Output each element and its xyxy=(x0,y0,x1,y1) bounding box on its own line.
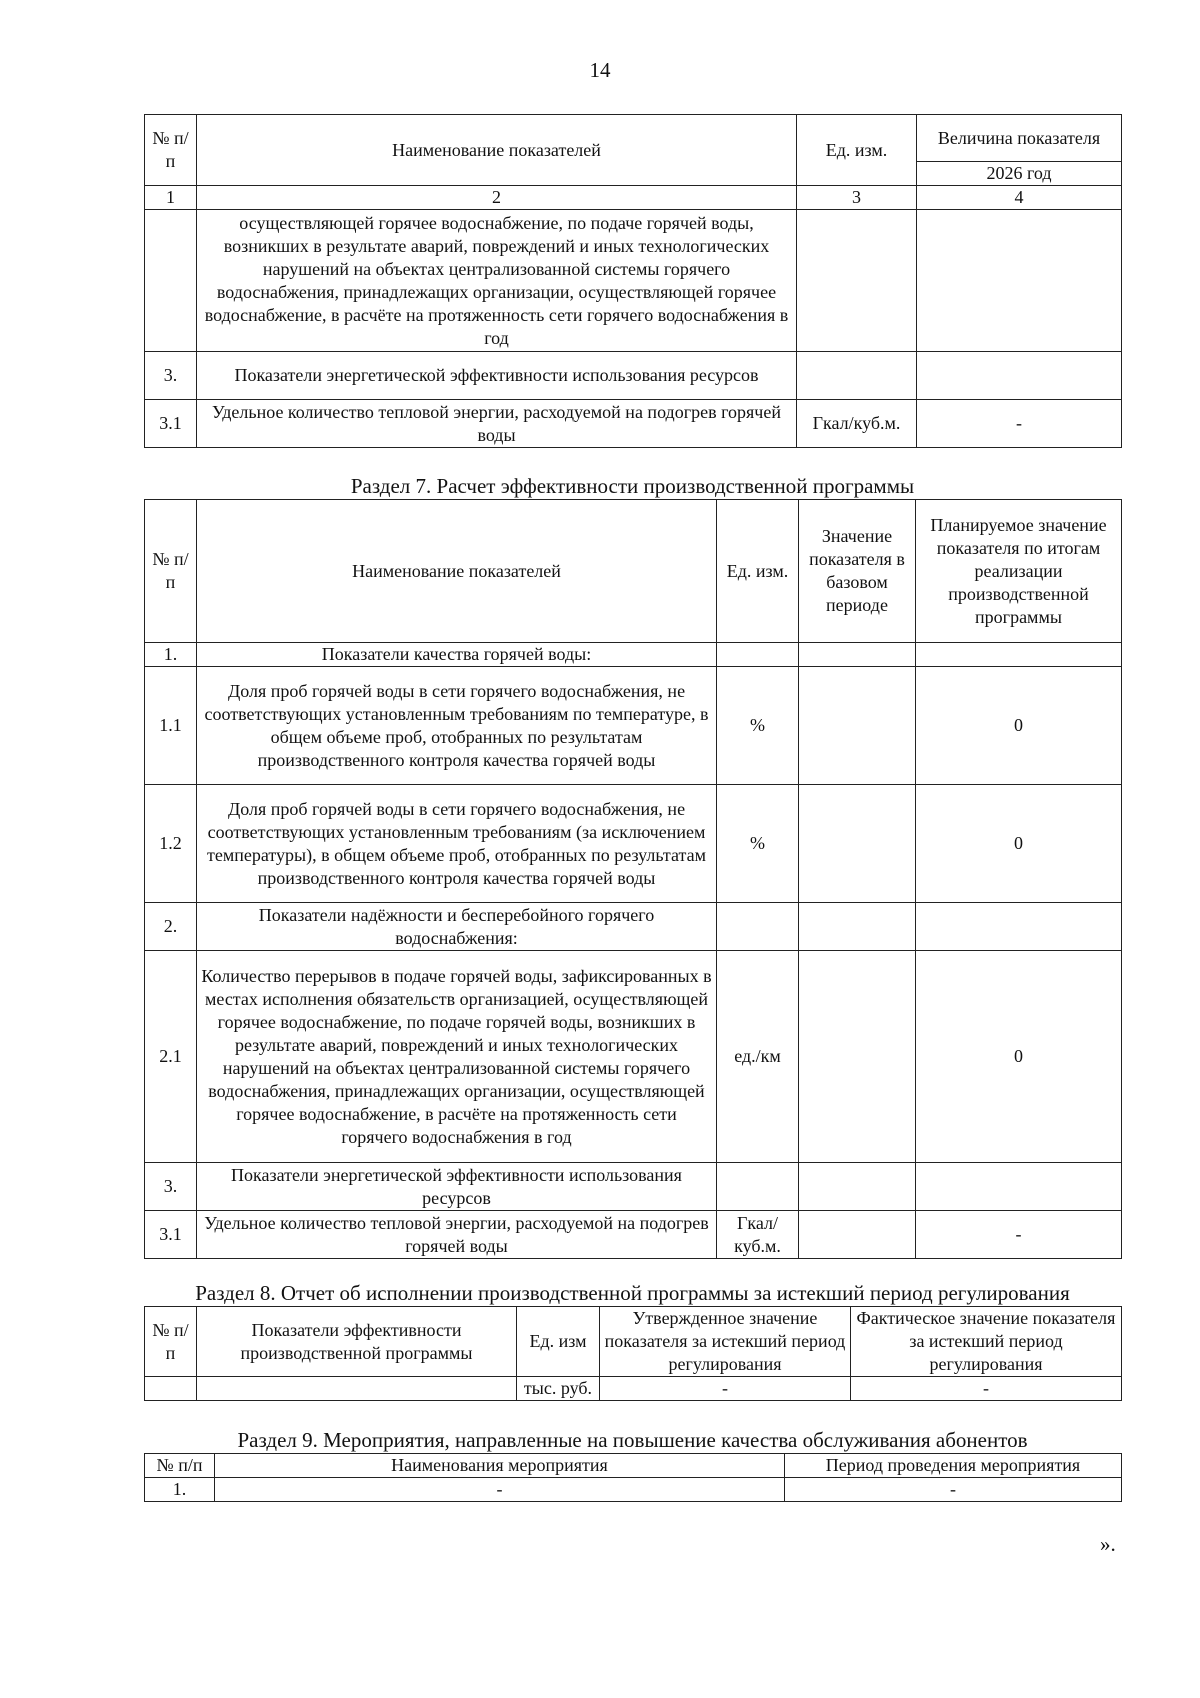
row-base xyxy=(799,667,916,785)
row-unit xyxy=(717,643,799,667)
row-unit xyxy=(717,903,799,951)
row-planned: 0 xyxy=(916,785,1122,903)
table-row xyxy=(145,210,1122,352)
table-row xyxy=(145,903,1122,951)
table-row xyxy=(145,352,1122,400)
page-number: 14 xyxy=(589,58,611,82)
row-num xyxy=(145,210,197,352)
row-num: 1.2 xyxy=(145,785,197,903)
row-num: 3.1 xyxy=(145,400,197,448)
row-num: 3. xyxy=(145,352,197,400)
col-header-num: № п/п xyxy=(145,115,197,186)
col-header-num: № п/п xyxy=(145,1454,215,1478)
row-base xyxy=(799,643,916,667)
row-name: Доля проб горячей воды в сети горячего водоснабжения, не соответствующих установленным требованиям по температуре, в общем объеме проб, отобранных по результатам производственного контроля качества горячей воды xyxy=(197,667,717,785)
row-period: - xyxy=(785,1478,1122,1502)
section7-table xyxy=(144,499,1122,1259)
row-name: Показатели качества горячей воды: xyxy=(197,643,717,667)
row-num xyxy=(145,1377,197,1401)
row-planned: - xyxy=(916,1211,1122,1259)
row-planned: 0 xyxy=(916,667,1122,785)
col-header-name: Наименования мероприятия xyxy=(215,1454,785,1478)
row-unit: % xyxy=(717,667,799,785)
row-planned xyxy=(916,1163,1122,1211)
row-base xyxy=(799,1211,916,1259)
col-header-unit: Ед. изм xyxy=(517,1307,600,1377)
table-row xyxy=(145,1163,1122,1211)
section8-table xyxy=(144,1306,1122,1401)
row-base xyxy=(799,1163,916,1211)
row-value xyxy=(917,210,1122,352)
section9-table xyxy=(144,1453,1122,1502)
col-header-name: Наименование показателей xyxy=(197,115,797,186)
table-row xyxy=(145,785,1122,903)
row-num: 2.1 xyxy=(145,951,197,1163)
row-unit: Гкал/куб.м. xyxy=(797,400,917,448)
row-name xyxy=(197,1377,517,1401)
row-planned: 0 xyxy=(916,951,1122,1163)
col-header-actual: Фактическое значение показателя за истекший период регулирования xyxy=(851,1307,1122,1377)
section8-title: Раздел 8. Отчет об исполнении производственной программы за истекший период регулирования xyxy=(195,1281,1070,1305)
row-unit xyxy=(717,1163,799,1211)
col-header-approved: Утвержденное значение показателя за истекший период регулирования xyxy=(600,1307,851,1377)
row-num: 1.1 xyxy=(145,667,197,785)
row-base xyxy=(799,785,916,903)
row-num: 3. xyxy=(145,1163,197,1211)
row-unit: ед./км xyxy=(717,951,799,1163)
row-name: Удельное количество тепловой энергии, расходуемой на подогрев горячей воды xyxy=(197,400,797,448)
row-unit: % xyxy=(717,785,799,903)
row-value xyxy=(917,352,1122,400)
col-header-unit: Ед. изм. xyxy=(717,500,799,643)
col-number: 4 xyxy=(917,186,1122,210)
col-number: 3 xyxy=(797,186,917,210)
col-header-period: Период проведения мероприятия xyxy=(785,1454,1122,1478)
section7-title: Раздел 7. Расчет эффективности производственной программы xyxy=(350,474,915,498)
row-base xyxy=(799,903,916,951)
table-row xyxy=(145,1478,1122,1502)
table-row xyxy=(145,1211,1122,1259)
col-header-base: Значение показателя в базовом периоде xyxy=(799,500,916,643)
col-header-name: Наименование показателей xyxy=(197,500,717,643)
row-num: 2. xyxy=(145,903,197,951)
row-name: Количество перерывов в подаче горячей воды, зафиксированных в местах исполнения обязательств организацией, осуществляющей горячее водоснабжение, по подаче горячей воды, возникших в результате аварий, повреждений и иных технологических нарушений на объектах централизованной системы горячего водоснабжения, принадлежащих организации, осуществляющей горячее водоснабжение, в расчёте на протяженность сети горячего водоснабжения в год xyxy=(197,951,717,1163)
col-header-value: Величина показателя xyxy=(917,115,1122,162)
indicators-table-continued xyxy=(144,114,1122,448)
row-name: Доля проб горячей воды в сети горячего водоснабжения, не соответствующих установленным требованиям (за исключением температуры), в общем объеме проб, отобранных по результатам производственного контроля качества горячей воды xyxy=(197,785,717,903)
row-name: Удельное количество тепловой энергии, расходуемой на подогрев горячей воды xyxy=(197,1211,717,1259)
row-num: 1. xyxy=(145,643,197,667)
row-actual: - xyxy=(851,1377,1122,1401)
row-value: - xyxy=(917,400,1122,448)
col-header-planned: Планируемое значение показателя по итогам реализации производственной программы xyxy=(916,500,1122,643)
table-row xyxy=(145,667,1122,785)
col-header-name: Показатели эффективности производственной программы xyxy=(197,1307,517,1377)
row-approved: - xyxy=(600,1377,851,1401)
table-row xyxy=(145,951,1122,1163)
row-name: осуществляющей горячее водоснабжение, по подаче горячей воды, возникших в результате аварий, повреждений и иных технологических нарушений на объектах централизованной системы горячего водоснабжения, принадлежащих организации, осуществляющей горячее водоснабжение, в расчёте на протяженность сети горячего водоснабжения в год xyxy=(197,210,797,352)
row-unit: тыс. руб. xyxy=(517,1377,600,1401)
row-name: Показатели энергетической эффективности использования ресурсов xyxy=(197,1163,717,1211)
col-header-num: № п/п xyxy=(145,1307,197,1377)
row-num: 3.1 xyxy=(145,1211,197,1259)
closing-quote-mark: ». xyxy=(1100,1532,1116,1556)
table-row xyxy=(145,1377,1122,1401)
col-header-num: № п/п xyxy=(145,500,197,643)
row-unit xyxy=(797,352,917,400)
row-planned xyxy=(916,643,1122,667)
row-planned xyxy=(916,903,1122,951)
row-name: - xyxy=(215,1478,785,1502)
table-row xyxy=(145,400,1122,448)
row-num: 1. xyxy=(145,1478,215,1502)
col-number: 1 xyxy=(145,186,197,210)
row-name: Показатели надёжности и бесперебойного горячего водоснабжения: xyxy=(197,903,717,951)
col-header-unit: Ед. изм. xyxy=(797,115,917,186)
row-unit: Гкал/ куб.м. xyxy=(717,1211,799,1259)
section9-title: Раздел 9. Мероприятия, направленные на повышение качества обслуживания абонентов xyxy=(237,1428,1028,1452)
row-name: Показатели энергетической эффективности использования ресурсов xyxy=(197,352,797,400)
table-row xyxy=(145,643,1122,667)
row-unit xyxy=(797,210,917,352)
row-base xyxy=(799,951,916,1163)
col-number: 2 xyxy=(197,186,797,210)
col-header-year: 2026 год xyxy=(917,162,1122,186)
